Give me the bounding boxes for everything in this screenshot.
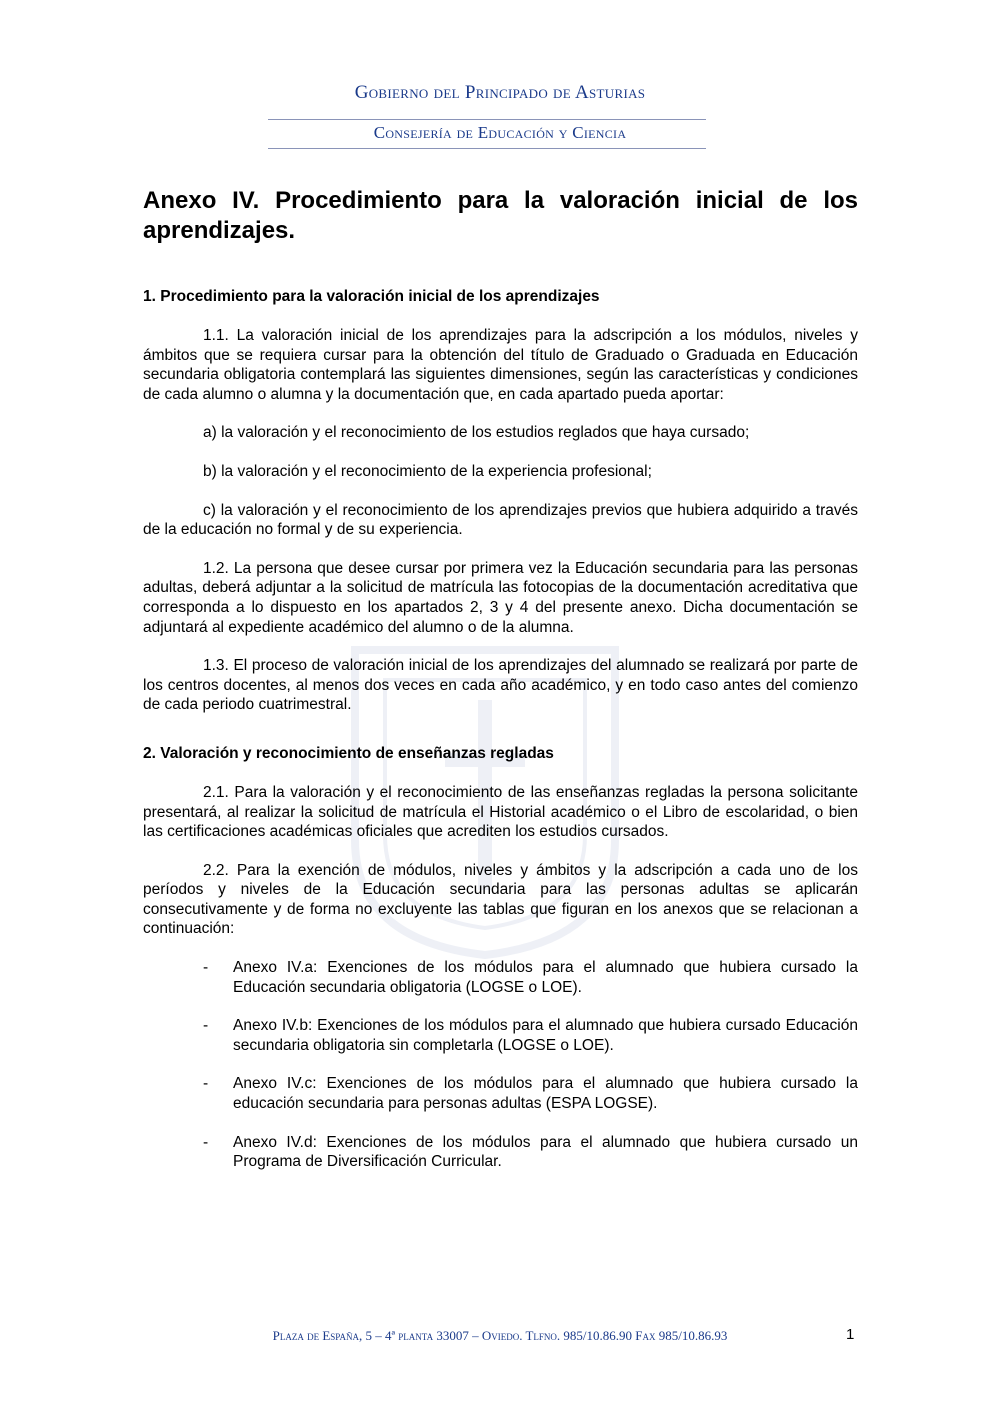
section-1-heading: 1. Procedimiento para la valoración inicial de los aprendizajes [143,288,600,305]
paragraph-1-3: 1.3. El proceso de valoración inicial de los aprendizajes del alumnado se realizará por parte de los centros docentes, al menos dos veces en cada año académico, y en todo caso antes del comienzo de cada periodo cuatrimestral. [143,657,858,714]
annex-list-item [203,1074,858,1113]
annex-iv-a: Anexo IV.a: Exenciones de los módulos para el alumnado que hubiera cursado la Educación secundaria obligatoria (LOGSE o LOE). [233,959,858,996]
government-name: Gobierno del Principado de Asturias [354,82,646,103]
bullet-dash: - [203,1017,209,1035]
header-rule-bottom [268,148,706,149]
bullet-dash: - [203,1075,209,1093]
bullet-dash: - [203,959,209,977]
department-name: Consejería de Educación y Ciencia [373,123,627,142]
item-c: c) la valoración y el reconocimiento de los aprendizajes previos que hubiera adquirido a través de la educación no formal y de su experiencia. [143,501,858,539]
annex-iv-c: Anexo IV.c: Exenciones de los módulos para el alumnado que hubiera cursado la educación secundaria para personas adultas (ESPA LOGSE). [233,1075,858,1113]
paragraph-2-2: 2.2. Para la exención de módulos, niveles y ámbitos y la adscripción a cada uno de los períodos y niveles de la Educación secundaria para las personas adultas se aplicarán consecutivamente y de forma no excluyente las tablas que figuran en los anexos que se relacionan a continuación: [143,861,858,938]
page-title: Anexo IV. Procedimiento para la valoración inicial de los aprendizajes. [143,187,858,244]
annex-list-item [203,958,858,997]
annex-list-item [203,1016,858,1055]
item-a: a) la valoración y el reconocimiento de los estudios reglados que haya cursado; [203,424,750,442]
annex-iv-d: Anexo IV.d: Exenciones de los módulos para el alumnado que hubiera cursado un Programa de Diversificación Curricular. [233,1133,858,1171]
item-b: b) la valoración y el reconocimiento de la experiencia profesional; [203,462,652,480]
paragraph-1-1: 1.1. La valoración inicial de los aprendizajes para la adscripción a los módulos, niveles y ámbitos que se requiera cursar para la obtención del título de Graduado o Graduada en Educación secundaria obligatoria contemplará las siguientes dimensiones, según las características y condiciones de cada alumno o alumna y la documentación que, en cada apartado pueda aportar: [143,327,858,403]
document-body [143,186,858,1172]
bullet-dash: - [203,1133,209,1151]
section-2-heading: 2. Valoración y reconocimiento de enseñanzas regladas [143,744,554,762]
annex-iv-b: Anexo IV.b: Exenciones de los módulos para el alumnado que hubiera cursado Educación secundaria obligatoria sin completarla (LOGSE o LOE). [233,1017,858,1054]
footer-address: Plaza de España, 5 – 4ª planta 33007 – Oviedo. Tlfno. 985/10.86.90 Fax 985/10.86.93 [272,1328,728,1343]
paragraph-1-2: 1.2. La persona que desee cursar por primera vez la Educación secundaria para las personas adultas, deberá adjuntar a la solicitud de matrícula las fotocopias de la documentación acreditativa que corresponda a lo dispuesto en los apartados 2, 3 y 4 del presente anexo. Dicha documentación se adjuntará al expediente académico del alumno o de la alumna. [143,559,858,636]
page-number: 1 [846,1326,855,1343]
annex-list-item [203,1133,858,1172]
header-rule-top [268,119,706,120]
paragraph-2-1: 2.1. Para la valoración y el reconocimiento de las enseñanzas regladas la persona solicitante presentará, al realizar la solicitud de matrícula el Historial académico o el Libro de escolaridad, o bien las certificaciones académicas oficiales que acrediten los estudios cursados. [143,783,858,841]
